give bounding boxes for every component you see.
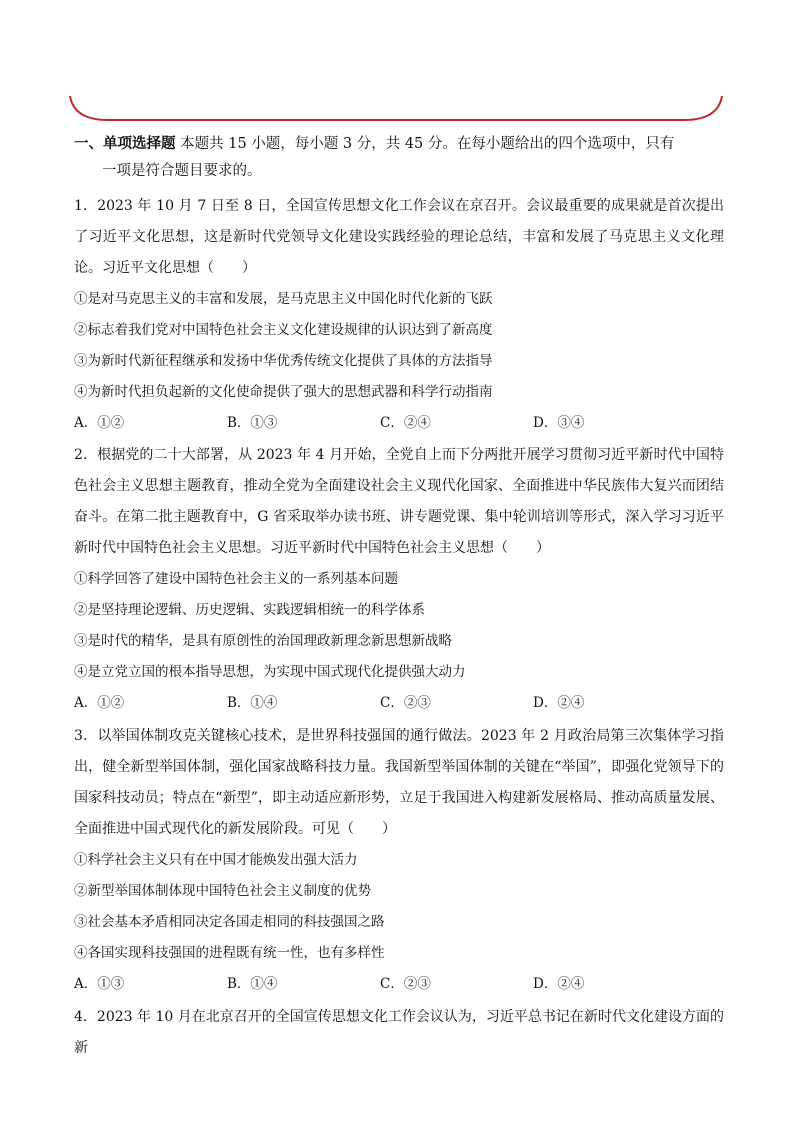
answer-choice-a: A．①②	[74, 415, 125, 431]
question-stem: 2．根据党的二十大部署，从 2023 年 4 月开始，全党自上而下分两批开展学习贯彻习近平新时代中国特色社会主义思想主题教育，推动全党为全面建设社会主义现代化国家、全面推进中华民族伟大复兴而团结奋斗。在第二批主题教育中，G 省采取举办读书班、讲专题党课、集中轮训培训等形式，深入学习习近平新时代中国特色社会主义思想。习近平新时代中国特色社会主义思想（ ）	[74, 447, 724, 556]
statement-option: ③是时代的精华，是具有原创性的治国理政新理念新思想新战略	[74, 633, 452, 649]
answer-choice-a: A．①③	[74, 976, 125, 992]
section-description-continued: 一项是符合题目要求的。	[102, 163, 262, 179]
statement-option: ③为新时代新征程继承和发扬中华优秀传统文化提供了具体的方法指导	[74, 353, 493, 369]
statement-option: ①科学回答了建设中国特色社会主义的一系列基本问题	[74, 571, 398, 587]
question-3	[74, 721, 724, 1000]
statement-option: ①科学社会主义只有在中国才能焕发出强大活力	[74, 852, 358, 868]
answer-choice-b: B．①③	[227, 415, 278, 431]
question-1	[74, 191, 724, 439]
question-stem: 4．2023 年 10 月在北京召开的全国宣传思想文化工作会议认为，习近平总书记在新时代文化建设方面的新	[74, 1009, 724, 1056]
answer-choices	[74, 969, 724, 1000]
answer-choice-c: C．②③	[380, 976, 431, 992]
answer-choice-d: D．③④	[533, 415, 585, 431]
section-title: 一、单项选择题	[74, 136, 176, 152]
answer-choice-c: C．②③	[380, 695, 431, 711]
question-stem: 1．2023 年 10 月 7 日至 8 日，全国宣传思想文化工作会议在京召开。会议最重要的成果就是首次提出了习近平文化思想，这是新时代党领导文化建设实践经验的理论总结，丰富和发展了马克思主义文化理论。习近平文化思想（ ）	[74, 198, 724, 276]
statement-option: ④为新时代担负起新的文化使命提供了强大的思想武器和科学行动指南	[74, 384, 493, 400]
question-stem: 3．以举国体制攻克关键核心技术，是世界科技强国的通行做法。2023 年 2 月政治局第三次集体学习指出，健全新型举国体制，强化国家战略科技力量。我国新型举国体制的关键在“举国”，即强化党领导下的国家科技动员；特点在“新型”，即主动适应新形势，立足于我国进入构建新发展格局、推动高质量发展、全面推进中国式现代化的新发展阶段。可见（ ）	[74, 728, 724, 837]
statement-option: ①是对马克思主义的丰富和发展，是马克思主义中国化时代化新的飞跃	[74, 291, 493, 307]
question-4	[74, 1002, 724, 1064]
answer-choice-d: D．②④	[533, 976, 585, 992]
statement-option: ④是立党立国的根本指导思想，为实现中国式现代化提供强大动力	[74, 664, 466, 680]
statement-option: ②标志着我们党对中国特色社会主义文化建设规律的认识达到了新高度	[74, 322, 493, 338]
statement-option: ②是坚持理论逻辑、历史逻辑、实践逻辑相统一的科学体系	[74, 602, 425, 618]
statement-option: ③社会基本矛盾相同决定各国走相同的科技强国之路	[74, 914, 385, 930]
answer-choice-d: D．②④	[533, 695, 585, 711]
statement-option: ④各国实现科技强国的进程既有统一性，也有多样性	[74, 945, 385, 961]
section-description: 本题共 15 小题，每小题 3 分，共 45 分。在每小题给出的四个选项中，只有	[180, 136, 675, 152]
answer-choice-c: C．②④	[380, 415, 431, 431]
question-2	[74, 440, 724, 719]
header-decorative-arc	[68, 90, 724, 130]
answer-choices	[74, 688, 724, 719]
statement-option: ②新型举国体制体现中国特色社会主义制度的优势	[74, 883, 371, 899]
answer-choice-b: B．①④	[227, 976, 278, 992]
answer-choices	[74, 408, 724, 439]
section-header	[74, 131, 724, 185]
answer-choice-a: A．①②	[74, 695, 125, 711]
answer-choice-b: B．①④	[227, 695, 278, 711]
